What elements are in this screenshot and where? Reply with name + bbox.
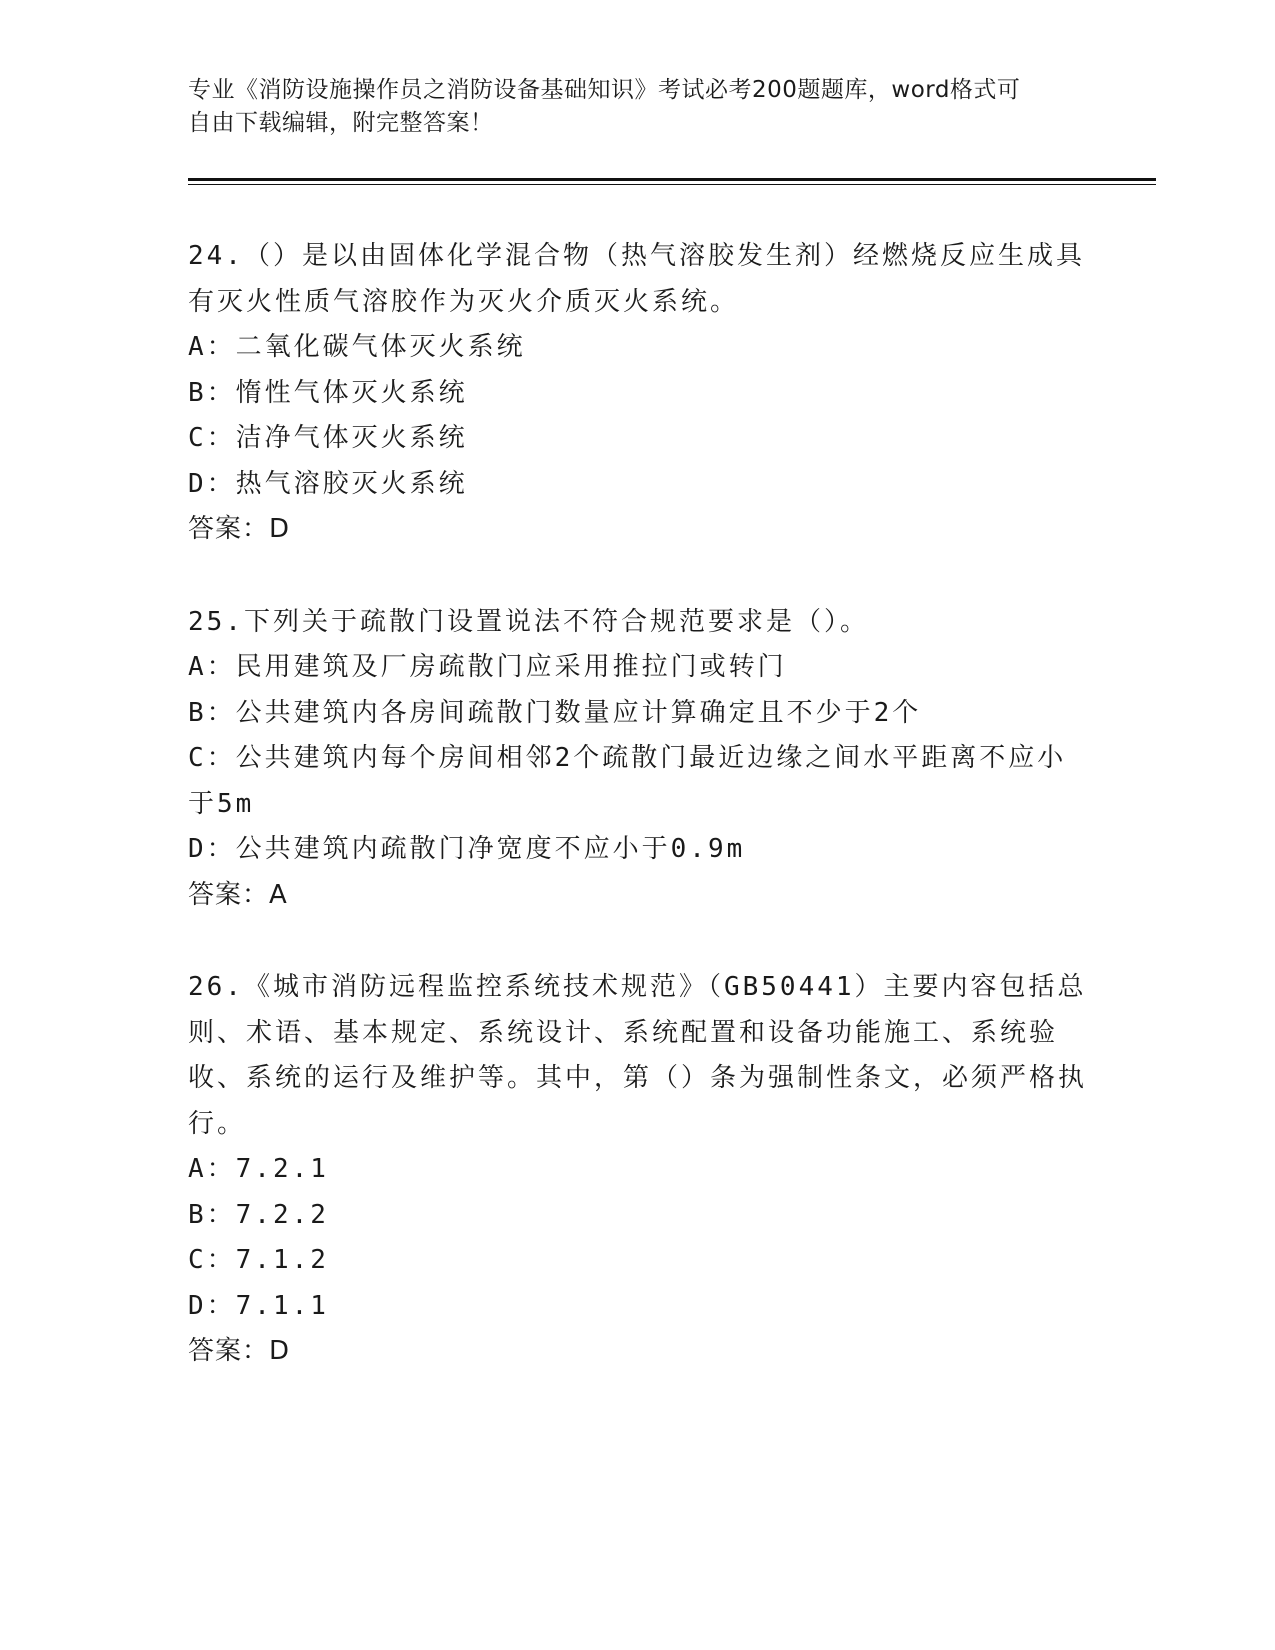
header-divider-thin (188, 184, 1156, 185)
option-d: D：热气溶胶灭火系统 (188, 468, 468, 499)
option-b: B：公共建筑内各房间疏散门数量应计算确定且不少于2个 (188, 697, 922, 728)
header-divider-thick (188, 178, 1156, 181)
header-line-1: 专业《消防设施操作员之消防设备基础知识》考试必考200题题库，word格式可 (188, 77, 1021, 103)
question-text: 26.《城市消防远程监控系统技术规范》（GB50441）主要内容包括总则、术语、基本规定、系统设计、系统配置和设备功能施工、系统验收、系统的运行及维护等。其中，第（）条为强制性条文，必须严格执行。 (188, 972, 1088, 1139)
option-a: A：二氧化碳气体灭火系统 (188, 332, 526, 362)
option-c: C：7.1.2 (188, 1245, 329, 1275)
option-d: D：7.1.1 (188, 1290, 329, 1321)
option-c: C：公共建筑内每个房间相邻2个疏散门最近边缘之间水平距离不应小于5m (188, 743, 1067, 819)
header-line-2: 自由下载编辑，附完整答案！ (188, 110, 494, 136)
question-25 (188, 600, 1088, 919)
answer: 答案：D (188, 514, 291, 544)
question-list (188, 234, 1088, 1422)
option-d: D：公共建筑内疏散门净宽度不应小于0.9m (188, 834, 746, 864)
option-c: C：洁净气体灭火系统 (188, 423, 468, 453)
question-text: 24.（）是以由固体化学混合物（热气溶胶发生剂）经燃烧反应生成具有灭火性质气溶胶作为灭火介质灭火系统。 (188, 241, 1085, 317)
question-text: 25.下列关于疏散门设置说法不符合规范要求是（）。 (188, 606, 869, 637)
option-b: B：7.2.2 (188, 1199, 329, 1230)
answer: 答案：D (188, 1336, 291, 1366)
option-a: A：民用建筑及厂房疏散门应采用推拉门或转门 (188, 652, 787, 682)
option-b: B：惰性气体灭火系统 (188, 377, 468, 408)
question-26 (188, 965, 1088, 1375)
question-24 (188, 234, 1088, 553)
option-a: A：7.2.1 (188, 1154, 329, 1184)
document-header (188, 74, 1088, 140)
answer: 答案：A (188, 879, 288, 910)
